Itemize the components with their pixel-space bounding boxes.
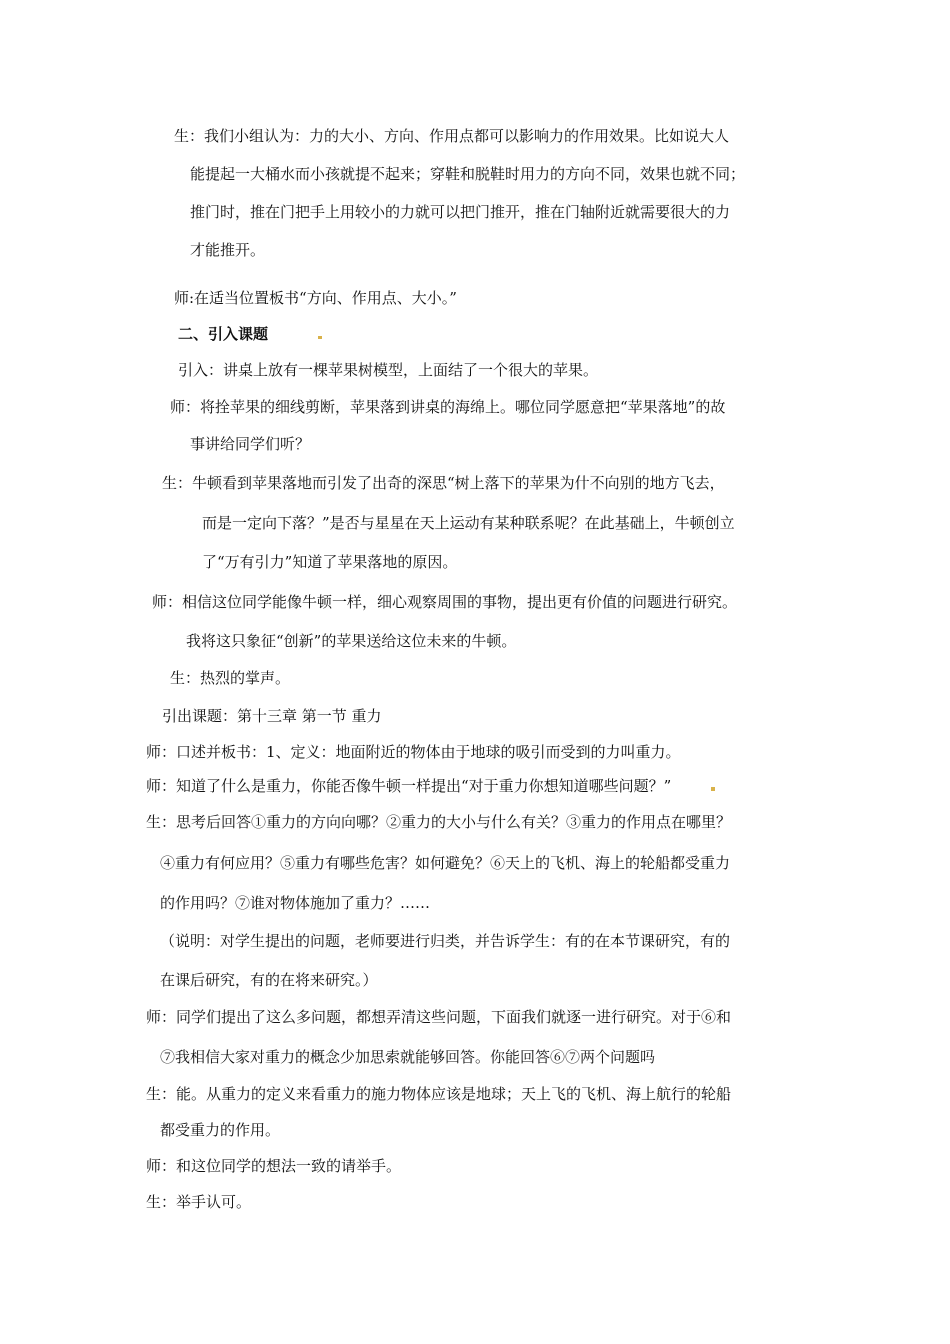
text-line: 师：知道了什么是重力，你能否像牛顿一样提出“对于重力你想知道哪些问题？” (146, 777, 672, 795)
text-line: 能提起一大桶水而小孩就提不起来；穿鞋和脱鞋时用力的方向不同，效果也就不同； (190, 165, 746, 183)
text-line: ⑦我相信大家对重力的概念少加思索就能够回答。你能回答⑥⑦两个问题吗 (160, 1048, 656, 1066)
text-line: 生：牛顿看到苹果落地而引发了出奇的深思“树上落下的苹果为什不向别的地方飞去， (162, 474, 725, 492)
text-line: 了“万有引力”知道了苹果落地的原因。 (202, 553, 458, 571)
highlight-mark (318, 336, 322, 339)
note-line: 在课后研究，有的在将来研究。） (160, 971, 378, 989)
text-line: 而是一定向下落？”是否与星星在天上运动有某种联系呢？在此基础上，牛顿创立 (202, 514, 735, 532)
text-line: ④重力有何应用？⑤重力有哪些危害？如何避免？⑥天上的飞机、海上的轮船都受重力 (160, 854, 731, 872)
text-line: 生：举手认可。 (146, 1193, 252, 1211)
text-line: 师:在适当位置板书“方向、作用点、大小。” (174, 289, 457, 307)
text-line: 才能推开。 (190, 241, 266, 259)
text-line: 生：热烈的掌声。 (170, 669, 291, 687)
text-line: 引出课题：第十三章 第一节 重力 (162, 707, 382, 725)
text-line: 的作用吗？⑦谁对物体施加了重力？…… (160, 894, 431, 912)
text-line: 师：将拴苹果的细线剪断，苹果落到讲桌的海绵上。哪位同学愿意把“苹果落地”的故 (170, 398, 726, 416)
text-line: 引入：讲桌上放有一棵苹果树模型，上面结了一个很大的苹果。 (178, 361, 599, 379)
text-line: 师：口述并板书：1、定义：地面附近的物体由于地球的吸引而受到的力叫重力。 (146, 743, 681, 761)
text-line: 生：我们小组认为：力的大小、方向、作用点都可以影响力的作用效果。比如说大人 (174, 127, 730, 145)
text-line: 事讲给同学们听？ (190, 435, 311, 453)
text-line: 都受重力的作用。 (160, 1121, 281, 1139)
text-line: 生：思考后回答①重力的方向向哪？②重力的大小与什么有关？③重力的作用点在哪里？ (146, 813, 732, 831)
section-heading: 二、引入课题 (178, 325, 269, 343)
text-line: 师：同学们提出了这么多问题，都想弄清这些问题，下面我们就逐一进行研究。对于⑥和 (146, 1008, 732, 1026)
text-line: 推门时，推在门把手上用较小的力就可以把门推开，推在门轴附近就需要很大的力 (190, 203, 731, 221)
text-line: 师：和这位同学的想法一致的请举手。 (146, 1157, 402, 1175)
text-line: 我将这只象征“创新”的苹果送给这位未来的牛顿。 (186, 632, 517, 650)
text-line: 师：相信这位同学能像牛顿一样，细心观察周围的事物，提出更有价值的问题进行研究。 (152, 593, 738, 611)
highlight-mark (711, 787, 715, 791)
text-line: 生：能。从重力的定义来看重力的施力物体应该是地球；天上飞的飞机、海上航行的轮船 (146, 1085, 732, 1103)
note-line: （说明：对学生提出的问题，老师要进行归类，并告诉学生：有的在本节课研究，有的 (160, 932, 731, 950)
